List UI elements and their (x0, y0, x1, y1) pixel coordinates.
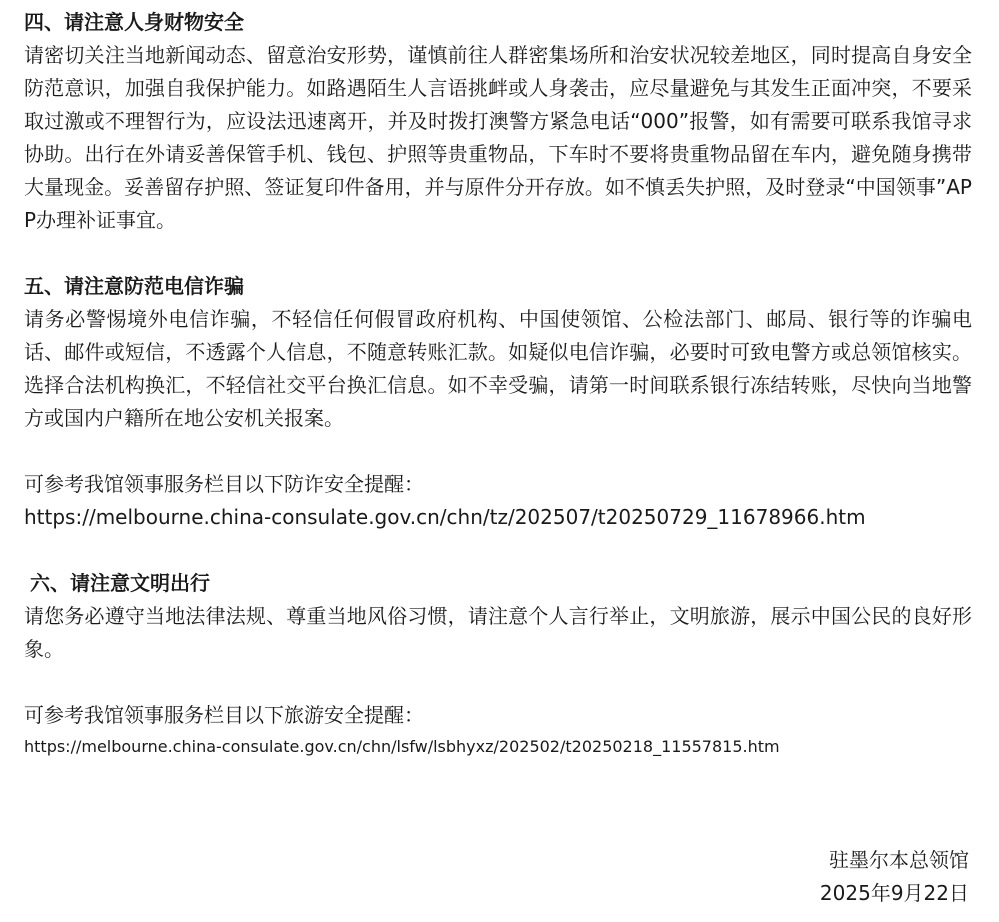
fraud-reference-link[interactable]: https://melbourne.china-consulate.gov.cn/chn/tz/202507/t20250729_11678966.htm (24, 505, 866, 529)
section-personal-safety (24, 6, 972, 237)
section-paragraph: 请务必警惕境外电信诈骗，不轻信任何假冒政府机构、中国使领馆、公检法部门、邮局、银行等的诈骗电话、邮件或短信，不透露个人信息，不随意转账汇款。如疑似电信诈骗，必要时可致电警方或总领馆核实。选择合法机构换汇，不轻信社交平台换汇信息。如不幸受骗，请第一时间联系银行冻结转账，尽快向当地警方或国内户籍所在地公安机关报案。 (24, 307, 972, 430)
spacer (24, 237, 972, 270)
spacer (24, 435, 972, 468)
reference-label: 可参考我馆领事服务栏目以下旅游安全提醒： (24, 703, 424, 727)
document-body (24, 6, 972, 762)
signature-organization: 驻墨尔本总领馆 (829, 848, 969, 872)
section-civilized-travel (24, 567, 972, 762)
section-paragraph: 请您务必遵守当地法律法规、尊重当地风俗习惯，请注意个人言行举止，文明旅游，展示中国公民的良好形象。 (24, 604, 972, 661)
spacer (24, 534, 972, 567)
section-heading: 五、请注意防范电信诈骗 (24, 274, 244, 298)
spacer (24, 666, 972, 699)
section-heading: 四、请注意人身财物安全 (24, 10, 244, 34)
section-paragraph: 请密切关注当地新闻动态、留意治安形势，谨慎前往人群密集场所和治安状况较差地区，同时提高自身安全防范意识，加强自我保护能力。如路遇陌生人言语挑衅或人身袭击，应尽量避免与其发生正面冲突，不要采取过激或不理智行为，应设法迅速离开，并及时拨打澳警方紧急电话“000”报警，如有需要可联系我馆寻求协助。出行在外请妥善保管手机、钱包、护照等贵重物品，下车时不要将贵重物品留在车内，避免随身携带大量现金。妥善留存护照、签证复印件备用，并与原件分开存放。如不慎丢失护照，及时登录“中国领事”APP办理补证事宜。 (24, 43, 972, 232)
reference-label: 可参考我馆领事服务栏目以下防诈安全提醒： (24, 472, 424, 496)
travel-reference-link[interactable]: https://melbourne.china-consulate.gov.cn/chn/lsfw/lsbhyxz/202502/t20250218_11557815.htm (24, 737, 780, 756)
section-heading: 六、请注意文明出行 (30, 571, 210, 595)
section-telecom-fraud (24, 270, 972, 534)
signature-date: 2025年9月22日 (819, 881, 969, 905)
